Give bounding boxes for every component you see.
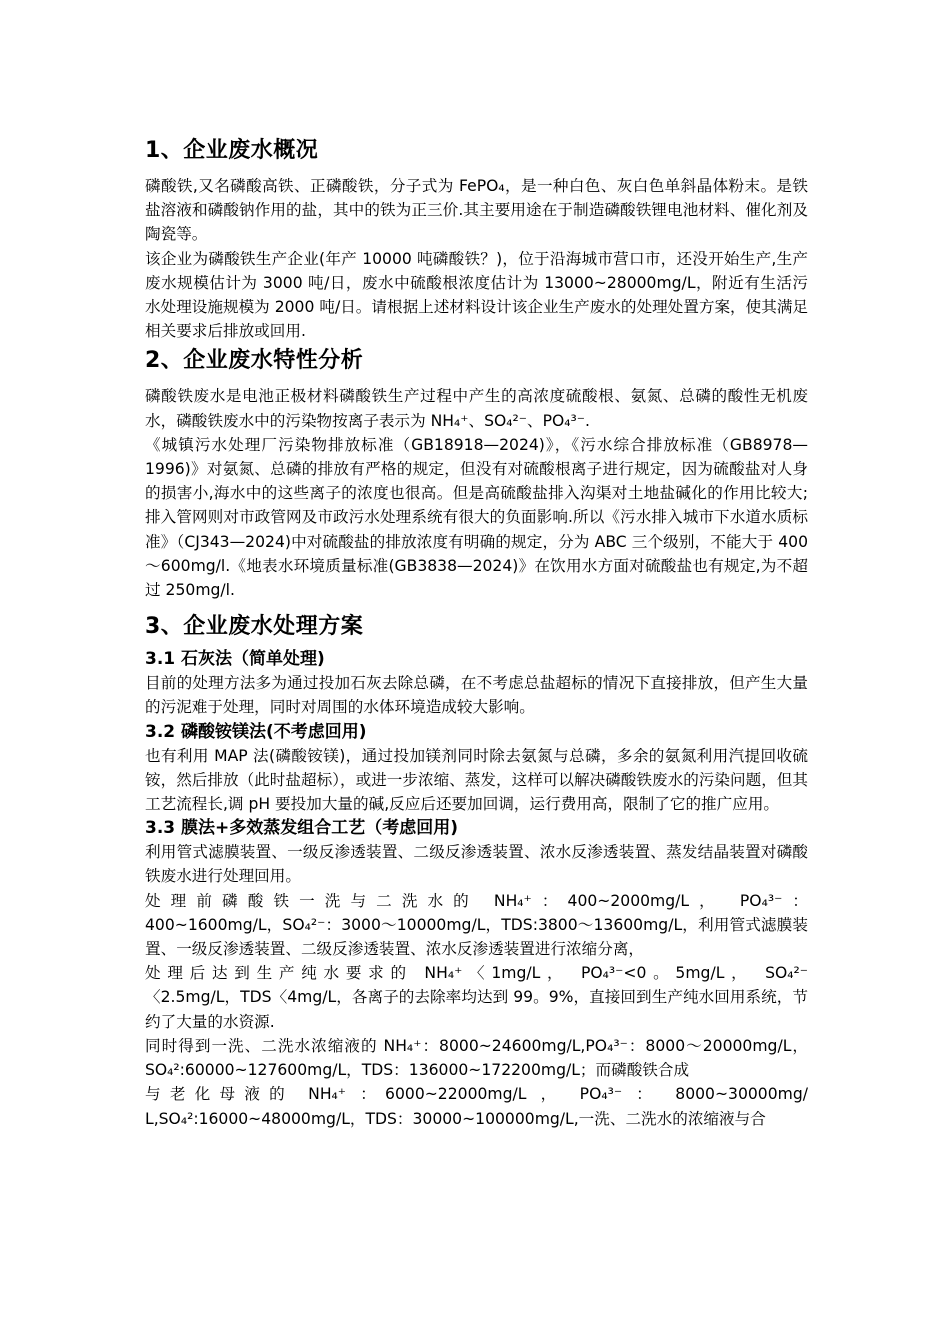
paragraph-membrane-after-line2: 〈2.5mg/L，TDS〈4mg/L，各离子的去除率均达到 99。9%，直接回到生产纯水回用系统，节约了大量的水资源. — [145, 988, 808, 1031]
paragraph-analysis-1: 磷酸铁废水是电池正极材料磷酸铁生产过程中产生的高浓度硫酸根、氨氮、总磷的酸性无机废水，磷酸铁废水中的污染物按离子表示为 NH₄⁺、SO₄²⁻、PO₄³⁻. — [145, 387, 808, 430]
subsection-heading-3-3: 3.3 膜法+多效蒸发组合工艺（考虑回用) — [145, 818, 459, 839]
section-heading-3: 3、企业废水处理方案 — [145, 614, 364, 640]
paragraph-concentrate-line3: L,SO₄²:16000~48000mg/L，TDS：30000~100000mg/L,一洗、二洗水的浓缩液与合 — [145, 1109, 766, 1128]
paragraph-overview-1: 磷酸铁,又名磷酸高铁、正磷酸铁，分子式为 FePO₄，是一种白色、灰白色单斜晶体粉末。是铁盐溶液和磷酸钠作用的盐，其中的铁为正三价.其主要用途在于制造磷酸铁锂电池材料、催化剂及陶瓷等。 — [145, 177, 808, 244]
paragraph-concentrate-line2: 与老化母液的 NH₄⁺ ：6000~22000mg/L ， PO₄³⁻ ： 8000~30000mg/ — [145, 1085, 808, 1104]
paragraph-analysis-2: 《城镇污水处理厂污染物排放标准（GB18918—2024)》，《污水综合排放标准（GB8978—1996)》对氨氮、总磷的排放有严格的规定，但没有对硫酸根离子进行规定，因为硫酸盐对人身的损害小,海水中的这些离子的浓度也很高。但是高硫酸盐排入沟渠对土地盐碱化的作用比较大;排入管网则对市政管网及市政污水处理系统有很大的负面影响.所以《污水排入城市下水道水质标准》（CJ343—2024)中对硫酸盐的排放浓度有明确的规定，分为 ABC 三个级别，不能大于 400～600mg/l.《地表水环境质量标准(GB3838—2024)》在饮用水方面对硫酸盐也有规定,为不超过 250mg/l. — [145, 435, 808, 600]
paragraph-membrane-after-line1: 处理后达到生产纯水要求的 NH₄⁺〈1mg/L， PO₄³⁻<0。5mg/L， SO₄²⁻ — [145, 964, 808, 983]
section-heading-2: 2、企业废水特性分析 — [145, 348, 364, 374]
subsection-heading-3-1: 3.1 石灰法（简单处理) — [145, 649, 325, 670]
paragraph-overview-2: 该企业为磷酸铁生产企业(年产 10000 吨磷酸铁？)，位于沿海城市营口市，还没开始生产,生产废水规模估计为 3000 吨/日，废水中硫酸根浓度估计为 13000~28000mg/L，附近有生活污水处理设施规模为 2000 吨/日。请根据上述材料设计该企业生产废水的处理处置方案，使其满足相关要求后排放或回用. — [145, 249, 809, 341]
paragraph-membrane-before-line1: 处理前磷酸铁一洗与二洗水的 NH₄⁺：400~2000mg/L， PO₄³⁻： — [145, 891, 808, 910]
paragraph-lime-method: 目前的处理方法多为通过投加石灰去除总磷，在不考虑总盐超标的情况下直接排放，但产生大量的污泥难于处理，同时对周围的水体环境造成较大影响。 — [145, 674, 808, 717]
subsection-heading-3-2: 3.2 磷酸铵镁法(不考虑回用) — [145, 721, 367, 742]
section-heading-1: 1、企业废水概况 — [145, 138, 319, 163]
paragraph-map-method: 也有利用 MAP 法(磷酸铵镁)，通过投加镁剂同时除去氨氮与总磷，多余的氨氮利用汽提回收硫铵，然后排放（此时盐超标），或进一步浓缩、蒸发，这样可以解决磷酸铁废水的污染问题，但其工艺流程长,调 pH 要投加大量的碱,反应后还要加回调，运行费用高，限制了它的推广应用。 — [145, 746, 808, 814]
paragraph-membrane-intro: 利用管式滤膜装置、一级反渗透装置、二级反渗透装置、浓水反渗透装置、蒸发结晶装置对磷酸铁废水进行处理回用。 — [145, 843, 808, 886]
paragraph-membrane-before-line2: 400~1600mg/L，SO₄²⁻：3000～10000mg/L，TDS:3800～13600mg/L，利用管式滤膜装置、一级反渗透装置、二级反渗透装置、浓水反渗透装置进行浓缩分离， — [145, 915, 808, 959]
paragraph-concentrate-line1: 同时得到一洗、二洗水浓缩液的 NH₄⁺：8000~24600mg/L,PO₄³⁻：8000～20000mg/L，SO₄²:60000~127600mg/L，TDS：136000~172200mg/L；而磷酸铁合成 — [145, 1036, 808, 1080]
